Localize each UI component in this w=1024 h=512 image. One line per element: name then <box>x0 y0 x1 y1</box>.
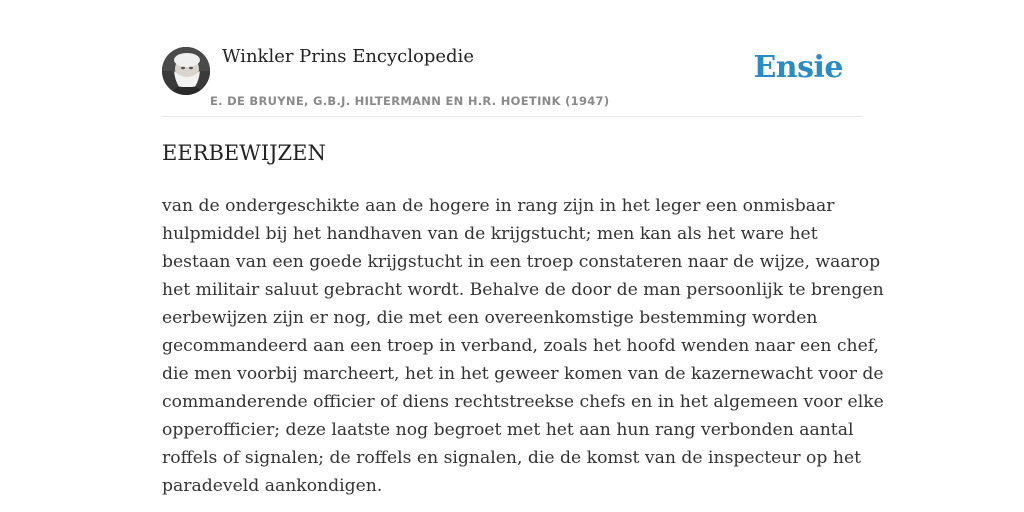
entry-title: EERBEWIJZEN <box>162 141 326 165</box>
avatar[interactable] <box>162 47 210 95</box>
body-line: roffels of signalen; de roffels en signalen, die de komst van de inspecteur op het <box>162 448 862 468</box>
site-title[interactable]: Winkler Prins Encyclopedie <box>222 46 474 67</box>
portrait-icon <box>162 47 210 95</box>
brand-logo[interactable]: Ensie <box>753 50 843 85</box>
body-line: van de ondergeschikte aan de hogere in rang zijn in het leger een onmisbaar <box>162 196 835 216</box>
body-line: bestaan van een goede krijgstucht in een troep constateren naar de wijze, waarop <box>162 252 881 272</box>
authors-line: E. DE BRUYNE, G.B.J. HILTERMANN EN H.R. HOETINK (1947) <box>210 94 610 108</box>
body-line: commanderende officier of diens rechtstreekse chefs en in het algemeen voor elke <box>162 392 884 412</box>
body-line: het militair saluut gebracht wordt. Behalve de door de man persoonlijk te brengen <box>162 280 884 300</box>
entry-body <box>162 192 884 500</box>
site-header <box>162 0 862 117</box>
body-line: opperofficier; deze laatste nog begroet met het aan hun rang verbonden aantal <box>162 420 854 440</box>
body-line: gecommandeerd aan een troep in verband, zoals het hoofd wenden naar een chef, <box>162 336 879 356</box>
body-line: eerbewijzen zijn er nog, die met een overeenkomstige bestemming worden <box>162 308 818 328</box>
body-line: hulpmiddel bij het handhaven van de krijgstucht; men kan als het ware het <box>162 224 818 244</box>
body-line: die men voorbij marcheert, het in het geweer komen van de kazernewacht voor de <box>162 364 884 384</box>
body-line: paradeveld aankondigen. <box>162 476 383 496</box>
